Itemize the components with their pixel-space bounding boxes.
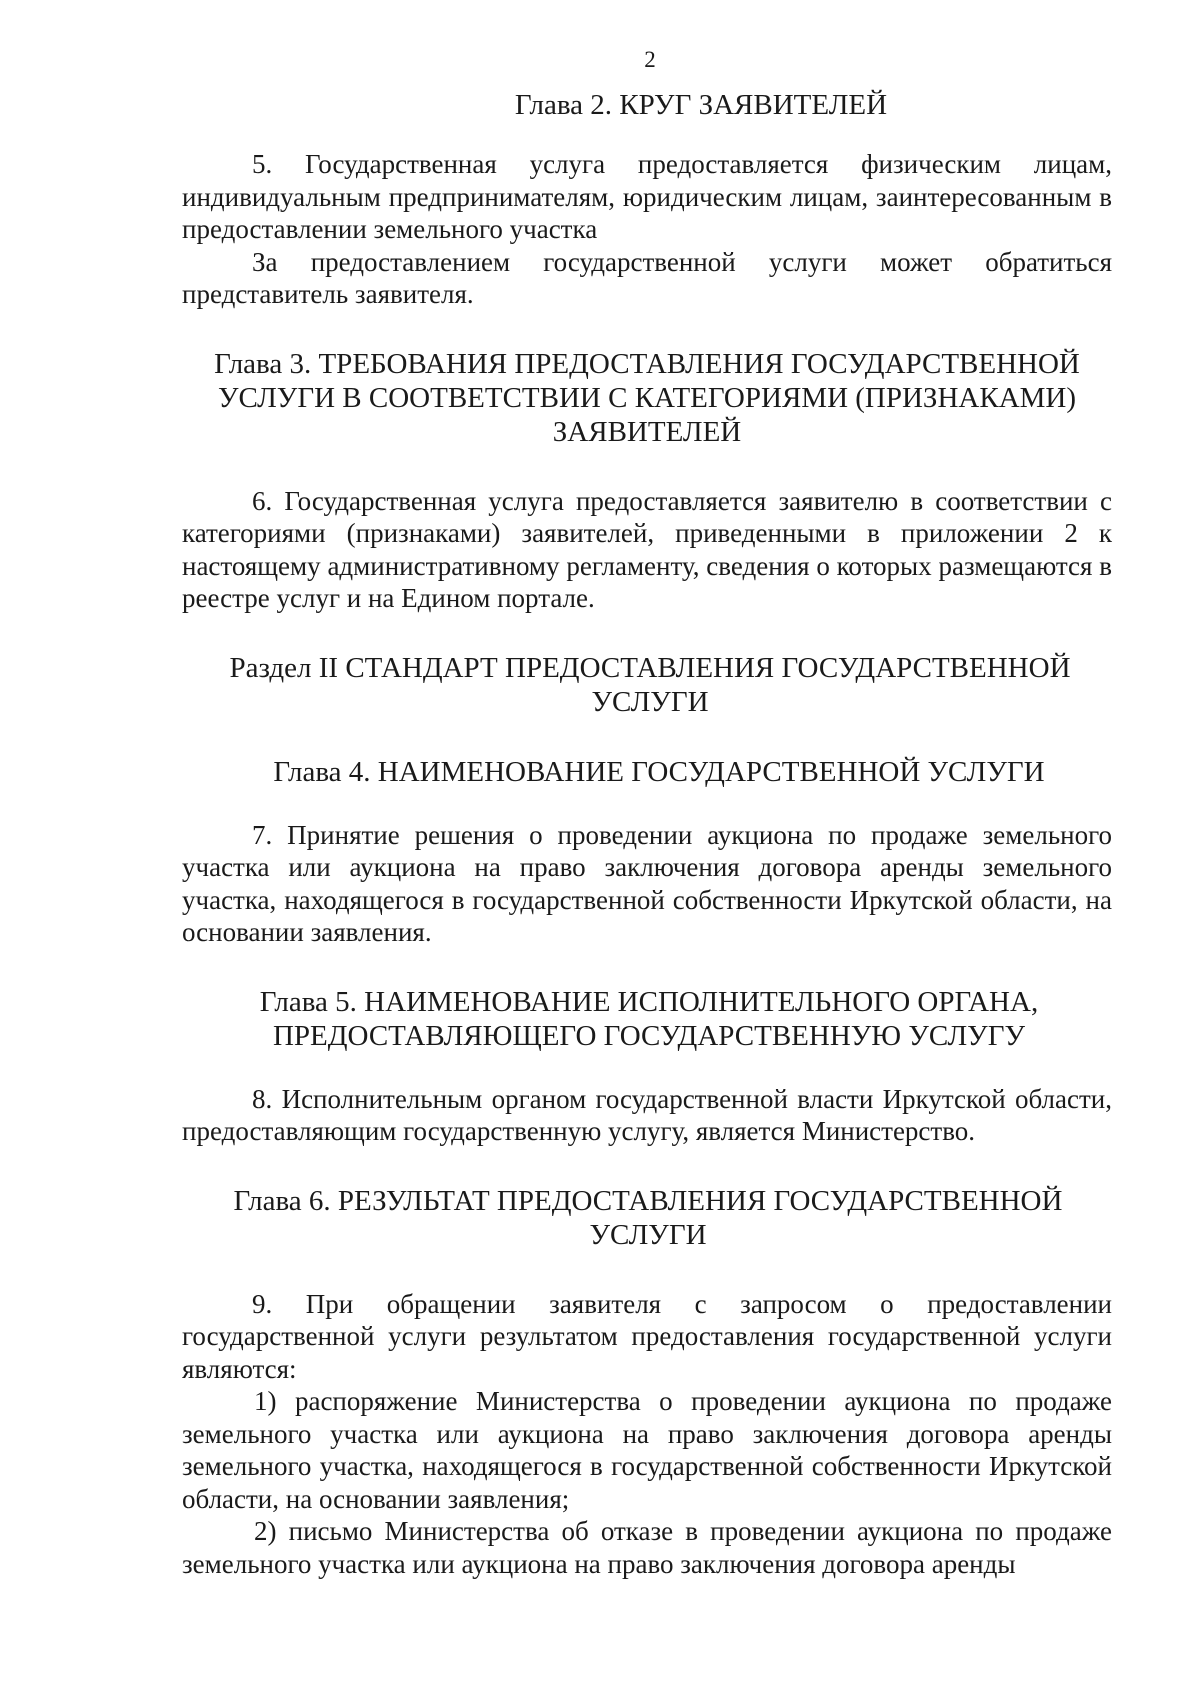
paragraph-9-item-1: 1) распоряжение Министерства о проведении аукциона по продаже земельного участка или аукциона на право заключения договора аренды земельного участка, находящегося в государственной собственности Иркутской области, на основании заявления; <box>182 1386 1112 1514</box>
chapter-3-heading-line-2: УСЛУГИ В СООТВЕТСТВИИ С КАТЕГОРИЯМИ (ПРИЗНАКАМИ) <box>217 381 1077 414</box>
chapter-5-heading-line-1: Глава 5. НАИМЕНОВАНИЕ ИСПОЛНИТЕЛЬНОГО ОРГАНА, <box>259 985 1039 1018</box>
paragraph-9-item-2: 2) письмо Министерства об отказе в проведении аукциона по продаже земельного участка или аукциона на право заключения договора аренды <box>182 1516 1112 1579</box>
page-number: 2 <box>644 47 656 72</box>
chapter-3-heading-line-3: ЗАЯВИТЕЛЕЙ <box>552 415 742 448</box>
paragraph-9: 9. При обращении заявителя с запросом о предоставлении государственной услуги результатом предоставления государственной услуги являются: <box>182 1288 1112 1384</box>
paragraph-8: 8. Исполнительным органом государственной власти Иркутской области, предоставляющим государственную услугу, является Министерство. <box>182 1083 1112 1146</box>
paragraph-6: 6. Государственная услуга предоставляется заявителю в соответствии с категориями (признаками) заявителей, приведенными в приложении 2 к настоящему административному регламенту, сведения о которых размещаются в реестре услуг и на Едином портале. <box>182 485 1112 613</box>
section-2-heading <box>182 651 1112 719</box>
section-2-heading-line-2: УСЛУГИ <box>591 685 709 718</box>
chapter-6-heading <box>182 1184 1112 1252</box>
chapter-6-heading-line-2: УСЛУГИ <box>589 1218 707 1251</box>
chapter-6-heading-line-1: Глава 6. РЕЗУЛЬТАТ ПРЕДОСТАВЛЕНИЯ ГОСУДАРСТВЕННОЙ <box>233 1184 1063 1217</box>
chapter-2-heading: Глава 2. КРУГ ЗАЯВИТЕЛЕЙ <box>514 89 888 121</box>
chapter-5-heading-line-2: ПРЕДОСТАВЛЯЮЩЕГО ГОСУДАРСТВЕННУЮ УСЛУГУ <box>272 1019 1026 1052</box>
chapter-5-heading <box>182 985 1112 1053</box>
chapter-3-heading <box>182 347 1112 449</box>
chapter-3-heading-line-1: Глава 3. ТРЕБОВАНИЯ ПРЕДОСТАВЛЕНИЯ ГОСУДАРСТВЕННОЙ <box>214 347 1080 380</box>
chapter-4-heading: Глава 4. НАИМЕНОВАНИЕ ГОСУДАРСТВЕННОЙ УСЛУГИ <box>273 755 1045 788</box>
section-2-heading-line-1: Раздел II СТАНДАРТ ПРЕДОСТАВЛЕНИЯ ГОСУДАРСТВЕННОЙ <box>229 651 1071 684</box>
paragraph-7: 7. Принятие решения о проведении аукциона по продаже земельного участка или аукциона на право заключения договора аренды земельного участка, находящегося в государственной собственности Иркутской области, на основании заявления. <box>182 819 1112 947</box>
paragraph-5-representative: За предоставлением государственной услуги может обратиться представитель заявителя. <box>182 246 1112 309</box>
paragraph-5: 5. Государственная услуга предоставляется физическим лицам, индивидуальным предпринимателям, юридическим лицам, заинтересованным в предоставлении земельного участка <box>182 149 1112 244</box>
